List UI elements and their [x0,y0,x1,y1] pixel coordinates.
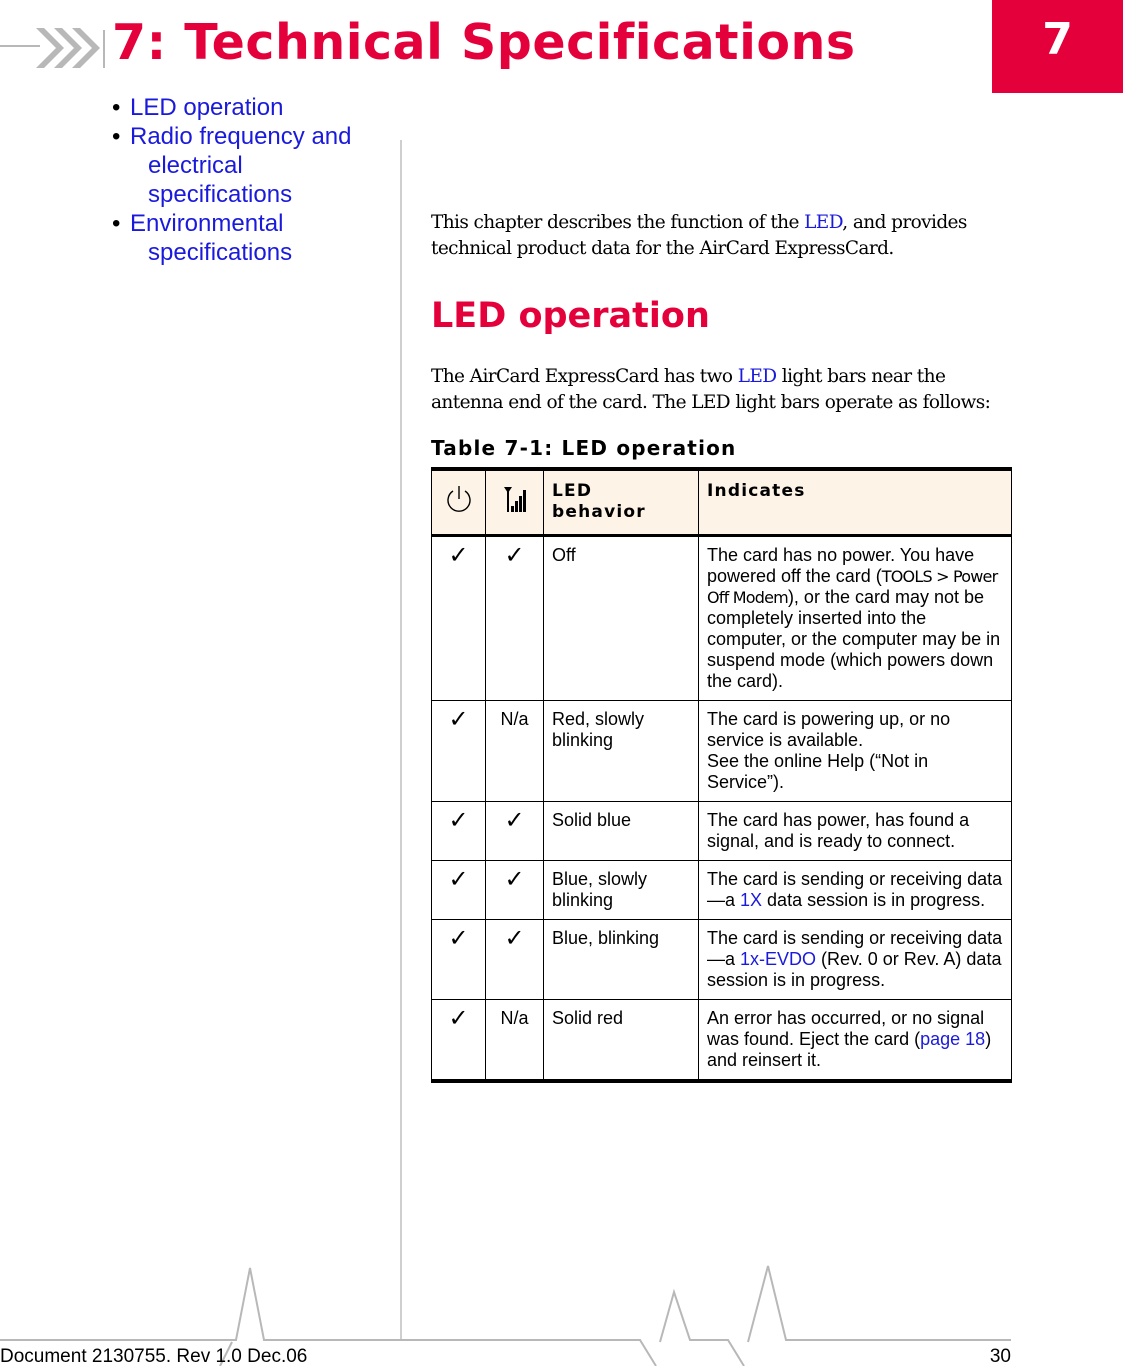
footer-page-number: 30 [989,1346,1011,1366]
indicates-cell: The card has power, has found a signal, and is ready to connect. [699,801,1012,860]
table-caption: Table 7-1: LED operation [431,436,737,460]
chapter-toc [112,93,382,267]
check-icon: ✓ [432,801,486,860]
table-header-row [432,469,1012,535]
check-icon: ✓ [486,535,544,700]
1x-glossary-link[interactable]: 1X [740,889,763,910]
section-heading: LED operation [431,296,710,336]
check-icon: ✓ [432,999,486,1081]
table-row [432,535,1012,700]
menu-path: TOOLS > Power Off Modem [707,566,998,607]
toc-link[interactable]: Environmental specifications [130,210,293,266]
na-cell: N/a [486,700,544,801]
chapter-number-tab: 7 [992,0,1123,93]
behavior-cell: Blue, blinking [544,919,699,999]
check-icon: ✓ [486,919,544,999]
power-column-header [432,469,486,535]
indicates-cell: The card has no power. You have powered off the card (TOOLS > Power Off Modem), or the card may not be completely inserted into the computer, or the computer may be in suspend mode (which powers down the card). [699,535,1012,700]
toc-bullet: • [112,210,121,237]
indicates-cell: The card is sending or receiving data—a 1x-EVDO (Rev. 0 or Rev. A) data session is in progress. [699,919,1012,999]
indicates-cell: The card is sending or receiving data—a 1X data session is in progress. [699,860,1012,919]
check-icon: ✓ [432,919,486,999]
table-row [432,801,1012,860]
led-glossary-link[interactable]: LED [737,366,777,387]
toc-bullet: • [112,123,121,150]
toc-link[interactable]: LED operation [130,94,284,121]
led-glossary-link[interactable]: LED [804,212,843,233]
check-icon: ✓ [432,535,486,700]
indicates-cell: An error has occurred, or no signal was found. Eject the card (page 18) and reinsert it. [699,999,1012,1081]
behavior-cell: Solid red [544,999,699,1081]
table-row [432,999,1012,1081]
led-operation-table [431,467,1012,1083]
signal-column-header [486,469,544,535]
behavior-column-header: LED behavior [544,469,699,535]
power-icon [444,483,474,515]
indicates-column-header: Indicates [699,469,1012,535]
page-reference-link[interactable]: page 18 [920,1028,986,1049]
table-row [432,919,1012,999]
column-divider [400,140,402,1340]
behavior-cell: Red, slowly blinking [544,700,699,801]
toc-item-led-operation[interactable] [112,93,382,122]
toc-bullet: • [112,94,121,121]
check-icon: ✓ [486,860,544,919]
toc-item-radio-frequency[interactable] [112,122,382,209]
footer-document-info: Document 2130755. Rev 1.0 Dec.06 [0,1346,308,1366]
toc-link[interactable]: Radio frequency and electrical specifications [130,123,352,208]
led-paragraph: The AirCard ExpressCard has two LED light bars near the antenna end of the card. The LED light bars operate as follows: [431,366,991,413]
evdo-glossary-link[interactable]: 1x-EVDO [740,948,817,969]
check-icon: ✓ [432,860,486,919]
toc-item-environmental[interactable] [112,209,382,267]
chapter-arrows-icon [0,24,110,72]
check-icon: ✓ [432,700,486,801]
behavior-cell: Blue, slowly blinking [544,860,699,919]
behavior-cell: Solid blue [544,801,699,860]
behavior-cell: Off [544,535,699,700]
table-row [432,860,1012,919]
check-icon: ✓ [486,801,544,860]
intro-paragraph: This chapter describes the function of the LED, and provides technical product data for the AirCard ExpressCard. [431,212,967,259]
na-cell: N/a [486,999,544,1081]
chapter-title: 7: Technical Specifications [112,14,856,71]
indicates-cell: The card is powering up, or no service is available. See the online Help (“Not in Service”). [699,700,1012,801]
table-row [432,700,1012,801]
signal-bars-icon [501,484,529,514]
